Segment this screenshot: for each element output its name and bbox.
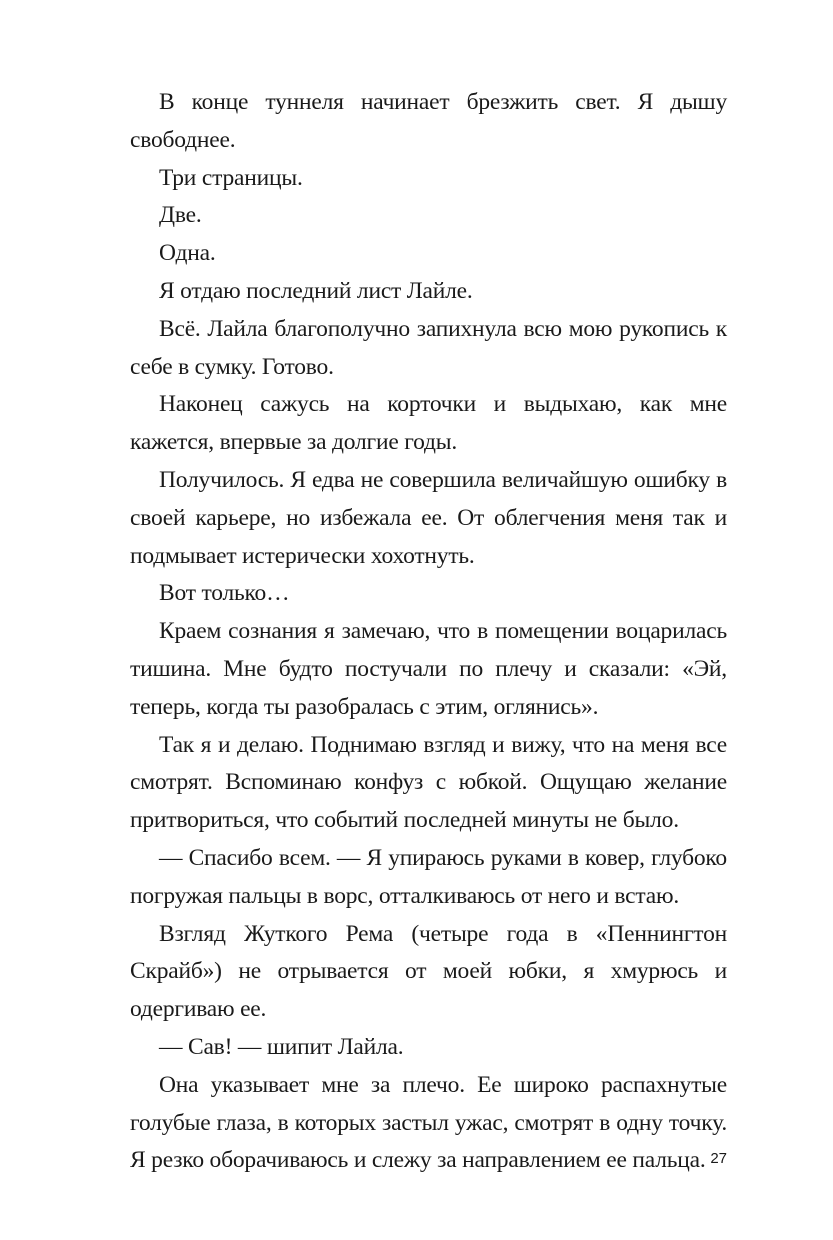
paragraph: — Сав! — шипит Лайла. xyxy=(159,1033,404,1060)
paragraph: — Спасибо всем. — Я упираюсь руками в ковер, глубоко погружая пальцы в ворс, отталкиваюсь от него и встаю. xyxy=(130,844,727,909)
paragraph: Три страницы. xyxy=(159,164,303,191)
paragraph: Взгляд Жуткого Рема (четыре года в «Пеннингтон Скрайб») не отрывается от моей юбки, я хмурюсь и одергиваю ее. xyxy=(130,920,727,1023)
paragraph: Краем сознания я замечаю, что в помещении воцарилась тишина. Мне будто постучали по плечу и сказали: «Эй, теперь, когда ты разобралась с этим, оглянись». xyxy=(130,618,727,720)
paragraph: Так я и делаю. Поднимаю взгляд и вижу, что на меня все смотрят. Вспоминаю конфуз с юбкой. Ощущаю желание притвориться, что событий последней минуты не было. xyxy=(130,731,727,834)
paragraph: Две. xyxy=(159,202,202,229)
paragraph: Я отдаю последний лист Лайле. xyxy=(159,277,473,304)
paragraph: Вот только… xyxy=(159,580,290,607)
paragraph: Получилось. Я едва не совершила величайшую ошибку в своей карьере, но избежала ее. От облегчения меня так и подмывает истерически хохотнуть. xyxy=(130,466,727,569)
paragraph: Наконец сажусь на корточки и выдыхаю, как мне кажется, впервые за долгие годы. xyxy=(130,391,727,456)
paragraph: Одна. xyxy=(159,240,216,267)
paragraph: Всё. Лайла благополучно запихнула всю мою рукопись к себе в сумку. Готово. xyxy=(130,315,727,380)
page-number: 27 xyxy=(710,1150,727,1167)
paragraph: В конце туннеля начинает брезжить свет. Я дышу свободнее. xyxy=(130,89,727,153)
page-body xyxy=(130,84,727,1180)
paragraph: Она указывает мне за плечо. Ее широко распахнутые голубые глаза, в которых застыл ужас, смотрят в одну точку. Я резко оборачиваюсь и слежу за направлением ее пальца. xyxy=(130,1071,727,1174)
